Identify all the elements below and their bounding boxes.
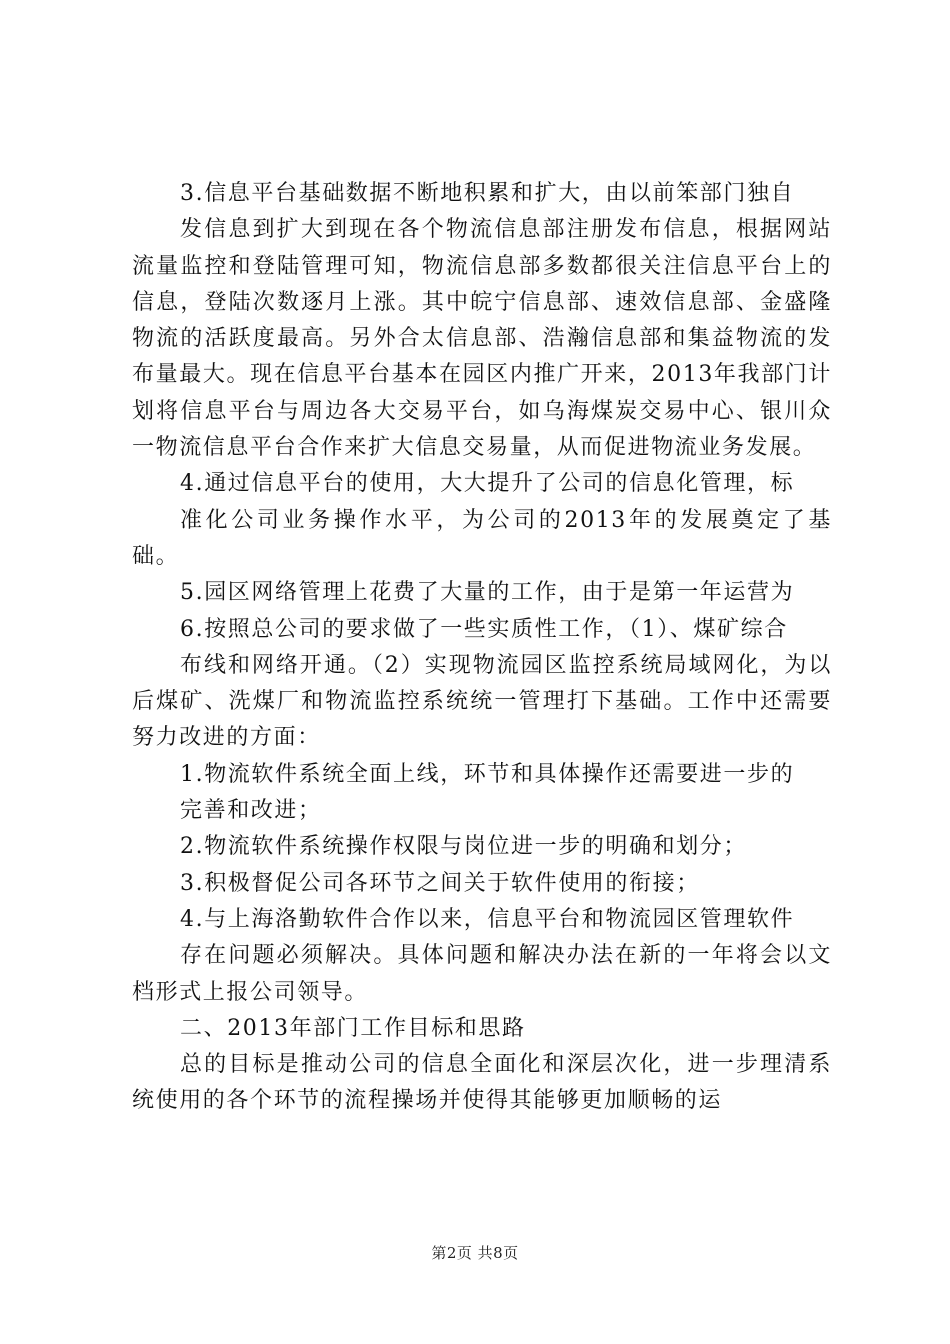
page-number-label: 第2页 共8页	[431, 1244, 519, 1262]
paragraph-overall-goal: 总的目标是推动公司的信息全面化和深层次化，进一步理清系统使用的各个环节的流程操场并使得其能够更加顺畅的运	[132, 1052, 832, 1114]
paragraph-improve-3: 3.积极督促公司各环节之间关于软件使用的衔接；	[180, 870, 700, 896]
paragraph-standardization: 准化公司业务操作水平，为公司的2013年的发展奠定了基础。	[132, 507, 832, 569]
paragraph-improve-4-cont: 存在问题必须解决。具体问题和解决办法在新的一年将会以文档形式上报公司领导。	[132, 943, 832, 1005]
paragraph-improve-4: 4.与上海洛勤软件合作以来，信息平台和物流园区管理软件	[180, 906, 795, 932]
paragraph-item-4: 4.通过信息平台的使用，大大提升了公司的信息化管理，标	[180, 471, 795, 497]
section-heading-2013-goals: 二、2013年部门工作目标和思路	[180, 1015, 526, 1041]
paragraph-improve-1-cont: 完善和改进；	[180, 798, 322, 824]
document-body	[132, 176, 832, 1120]
paragraph-improve-1: 1.物流软件系统全面上线，环节和具体操作还需要进一步的	[180, 761, 795, 787]
paragraph-item-6: 6.按照总公司的要求做了一些实质性工作，（1）、煤矿综合	[180, 616, 788, 642]
paragraph-improve-2: 2.物流软件系统操作权限与岗位进一步的明确和划分；	[180, 834, 747, 860]
paragraph-item-3: 3.信息平台基础数据不断地积累和扩大，由以前笨部门独自	[180, 181, 795, 206]
paragraph-info-platform-usage: 发信息到扩大到现在各个物流信息部注册发布信息，根据网站流量监控和登陆管理可知，物流信息部多数都很关注信息平台上的信息，登陆次数逐月上涨。其中皖宁信息部、速效信息部、金盛隆物流的活跃度最高。另外合太信息部、浩瀚信息部和集益物流的发布量最大。现在信息平台基本在园区内推广开来，2013年我部门计划将信息平台与周边各大交易平台，如乌海煤炭交易中心、银川众一物流信息平台合作来扩大信息交易量，从而促进物流业务发展。	[132, 217, 832, 461]
paragraph-item-5: 5.园区网络管理上花费了大量的工作，由于是第一年运营为	[180, 580, 795, 606]
paragraph-network-monitoring: 布线和网络开通。（2）实现物流园区监控系统局域网化，为以后煤矿、洗煤厂和物流监控系统统一管理打下基础。工作中还需要努力改进的方面：	[132, 652, 832, 751]
page-footer	[0, 1242, 950, 1263]
